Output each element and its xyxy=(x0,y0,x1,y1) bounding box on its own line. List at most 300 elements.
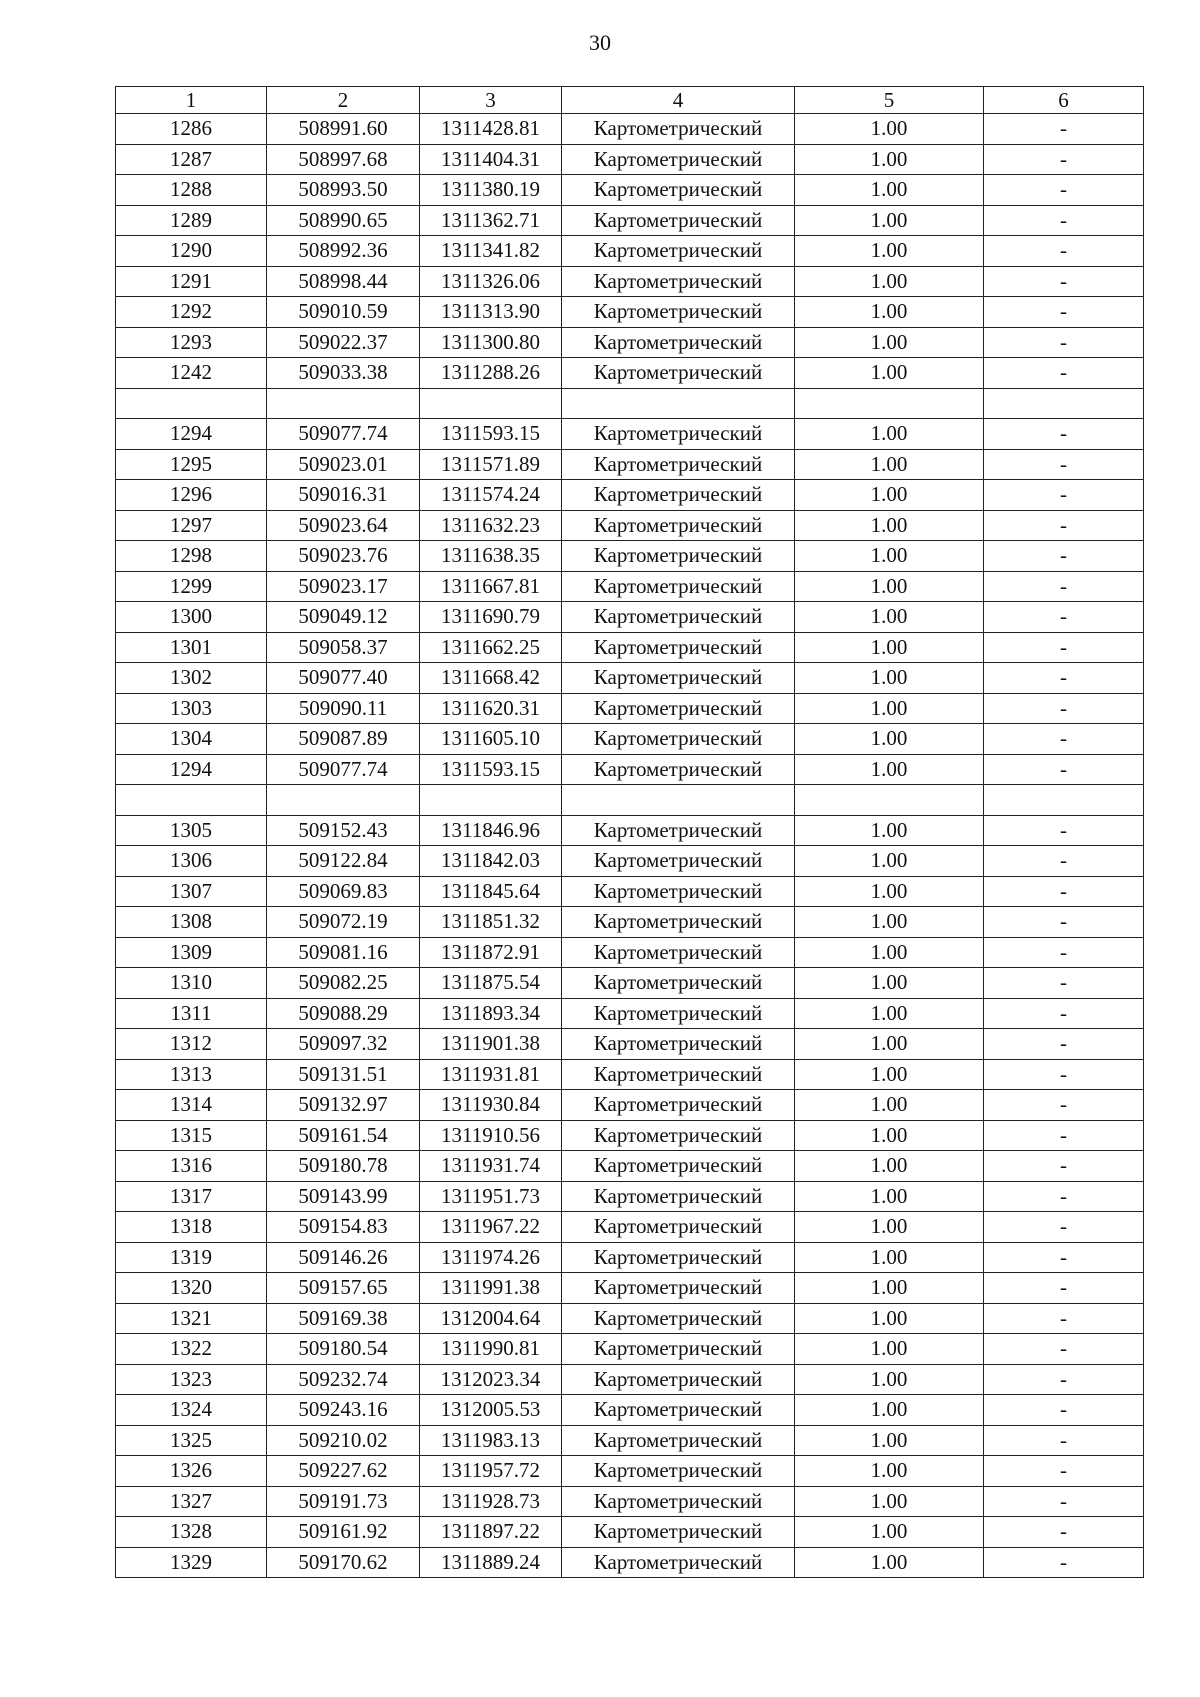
cell-accuracy: 1.00 xyxy=(795,541,984,572)
cell-y-coordinate: 1312005.53 xyxy=(420,1395,562,1426)
table-row xyxy=(116,388,1144,419)
cell-y-coordinate: 1311620.31 xyxy=(420,693,562,724)
cell-x-coordinate: 509023.76 xyxy=(267,541,420,572)
cell-y-coordinate: 1311326.06 xyxy=(420,266,562,297)
cell-x-coordinate: 509232.74 xyxy=(267,1364,420,1395)
cell-description xyxy=(984,785,1144,816)
cell-x-coordinate: 509082.25 xyxy=(267,968,420,999)
cell-accuracy: 1.00 xyxy=(795,754,984,785)
cell-y-coordinate: 1311842.03 xyxy=(420,846,562,877)
cell-description: - xyxy=(984,1425,1144,1456)
cell-x-coordinate: 508992.36 xyxy=(267,236,420,267)
cell-accuracy: 1.00 xyxy=(795,602,984,633)
cell-accuracy xyxy=(795,388,984,419)
cell-accuracy: 1.00 xyxy=(795,815,984,846)
cell-y-coordinate: 1311931.74 xyxy=(420,1151,562,1182)
cell-point-number: 1320 xyxy=(116,1273,267,1304)
cell-description: - xyxy=(984,1212,1144,1243)
cell-point-number: 1298 xyxy=(116,541,267,572)
table-row xyxy=(116,1425,1144,1456)
cell-y-coordinate: 1312004.64 xyxy=(420,1303,562,1334)
table-row xyxy=(116,754,1144,785)
cell-accuracy: 1.00 xyxy=(795,510,984,541)
cell-y-coordinate: 1311991.38 xyxy=(420,1273,562,1304)
cell-point-number: 1325 xyxy=(116,1425,267,1456)
cell-x-coordinate: 509210.02 xyxy=(267,1425,420,1456)
cell-x-coordinate: 508990.65 xyxy=(267,205,420,236)
cell-point-number: 1242 xyxy=(116,358,267,389)
table-row xyxy=(116,297,1144,328)
cell-point-number: 1290 xyxy=(116,236,267,267)
cell-method: Картометрический xyxy=(562,1212,795,1243)
cell-method: Картометрический xyxy=(562,754,795,785)
cell-x-coordinate: 509069.83 xyxy=(267,876,420,907)
cell-y-coordinate: 1311632.23 xyxy=(420,510,562,541)
cell-y-coordinate: 1311901.38 xyxy=(420,1029,562,1060)
cell-method: Картометрический xyxy=(562,1547,795,1578)
cell-accuracy: 1.00 xyxy=(795,876,984,907)
cell-y-coordinate: 1311362.71 xyxy=(420,205,562,236)
table-row xyxy=(116,1364,1144,1395)
cell-method xyxy=(562,388,795,419)
coordinates-table xyxy=(115,86,1144,1578)
cell-method: Картометрический xyxy=(562,510,795,541)
cell-method: Картометрический xyxy=(562,1517,795,1548)
cell-x-coordinate: 509169.38 xyxy=(267,1303,420,1334)
cell-point-number: 1315 xyxy=(116,1120,267,1151)
cell-x-coordinate: 509077.74 xyxy=(267,754,420,785)
cell-x-coordinate: 509131.51 xyxy=(267,1059,420,1090)
cell-description: - xyxy=(984,1334,1144,1365)
cell-y-coordinate: 1312023.34 xyxy=(420,1364,562,1395)
table-row xyxy=(116,1456,1144,1487)
cell-x-coordinate: 509152.43 xyxy=(267,815,420,846)
table-row xyxy=(116,663,1144,694)
cell-description: - xyxy=(984,1456,1144,1487)
cell-description: - xyxy=(984,876,1144,907)
cell-x-coordinate: 509132.97 xyxy=(267,1090,420,1121)
cell-point-number: 1287 xyxy=(116,144,267,175)
cell-method: Картометрический xyxy=(562,663,795,694)
cell-description: - xyxy=(984,1059,1144,1090)
cell-method: Картометрический xyxy=(562,1181,795,1212)
cell-point-number: 1324 xyxy=(116,1395,267,1426)
cell-x-coordinate: 509146.26 xyxy=(267,1242,420,1273)
cell-method: Картометрический xyxy=(562,1151,795,1182)
table-row xyxy=(116,114,1144,145)
cell-method: Картометрический xyxy=(562,1303,795,1334)
cell-accuracy: 1.00 xyxy=(795,1242,984,1273)
cell-accuracy: 1.00 xyxy=(795,236,984,267)
cell-description: - xyxy=(984,1486,1144,1517)
cell-point-number: 1311 xyxy=(116,998,267,1029)
cell-x-coordinate: 509072.19 xyxy=(267,907,420,938)
cell-method: Картометрический xyxy=(562,358,795,389)
table-row xyxy=(116,358,1144,389)
cell-point-number xyxy=(116,785,267,816)
cell-method: Картометрический xyxy=(562,632,795,663)
cell-description: - xyxy=(984,754,1144,785)
cell-accuracy: 1.00 xyxy=(795,419,984,450)
cell-accuracy: 1.00 xyxy=(795,1334,984,1365)
cell-method: Картометрический xyxy=(562,1029,795,1060)
cell-accuracy: 1.00 xyxy=(795,144,984,175)
table-row xyxy=(116,510,1144,541)
table-row xyxy=(116,1120,1144,1151)
table-row xyxy=(116,1029,1144,1060)
table-row xyxy=(116,815,1144,846)
cell-y-coordinate: 1311593.15 xyxy=(420,754,562,785)
cell-x-coordinate: 509023.01 xyxy=(267,449,420,480)
cell-point-number: 1312 xyxy=(116,1029,267,1060)
cell-accuracy: 1.00 xyxy=(795,632,984,663)
cell-y-coordinate: 1311983.13 xyxy=(420,1425,562,1456)
cell-method: Картометрический xyxy=(562,266,795,297)
cell-point-number: 1299 xyxy=(116,571,267,602)
cell-point-number: 1293 xyxy=(116,327,267,358)
cell-description: - xyxy=(984,144,1144,175)
cell-method: Картометрический xyxy=(562,236,795,267)
cell-accuracy: 1.00 xyxy=(795,1303,984,1334)
cell-x-coordinate: 509049.12 xyxy=(267,602,420,633)
cell-point-number: 1300 xyxy=(116,602,267,633)
cell-description: - xyxy=(984,419,1144,450)
cell-point-number: 1322 xyxy=(116,1334,267,1365)
cell-accuracy: 1.00 xyxy=(795,1395,984,1426)
cell-accuracy: 1.00 xyxy=(795,1517,984,1548)
cell-point-number: 1307 xyxy=(116,876,267,907)
cell-x-coordinate: 509010.59 xyxy=(267,297,420,328)
cell-accuracy: 1.00 xyxy=(795,1151,984,1182)
cell-y-coordinate: 1311931.81 xyxy=(420,1059,562,1090)
cell-x-coordinate: 509016.31 xyxy=(267,480,420,511)
cell-accuracy: 1.00 xyxy=(795,175,984,206)
cell-accuracy xyxy=(795,785,984,816)
cell-method: Картометрический xyxy=(562,602,795,633)
cell-description: - xyxy=(984,1120,1144,1151)
cell-point-number: 1291 xyxy=(116,266,267,297)
cell-description: - xyxy=(984,602,1144,633)
cell-accuracy: 1.00 xyxy=(795,937,984,968)
cell-y-coordinate: 1311638.35 xyxy=(420,541,562,572)
table-row xyxy=(116,541,1144,572)
table-row xyxy=(116,998,1144,1029)
cell-point-number: 1316 xyxy=(116,1151,267,1182)
table-row xyxy=(116,1273,1144,1304)
cell-x-coordinate xyxy=(267,785,420,816)
cell-accuracy: 1.00 xyxy=(795,1059,984,1090)
table-row xyxy=(116,1395,1144,1426)
cell-description: - xyxy=(984,693,1144,724)
table-row xyxy=(116,632,1144,663)
table-row xyxy=(116,266,1144,297)
cell-method: Картометрический xyxy=(562,1425,795,1456)
cell-method: Картометрический xyxy=(562,846,795,877)
cell-description: - xyxy=(984,449,1144,480)
cell-description: - xyxy=(984,175,1144,206)
cell-y-coordinate: 1311846.96 xyxy=(420,815,562,846)
cell-accuracy: 1.00 xyxy=(795,998,984,1029)
table-row xyxy=(116,907,1144,938)
cell-y-coordinate: 1311875.54 xyxy=(420,968,562,999)
cell-method: Картометрический xyxy=(562,1486,795,1517)
table-body xyxy=(116,114,1144,1578)
cell-description xyxy=(984,388,1144,419)
cell-point-number: 1313 xyxy=(116,1059,267,1090)
cell-method: Картометрический xyxy=(562,724,795,755)
cell-point-number: 1305 xyxy=(116,815,267,846)
cell-method: Картометрический xyxy=(562,571,795,602)
cell-point-number: 1308 xyxy=(116,907,267,938)
cell-point-number: 1328 xyxy=(116,1517,267,1548)
cell-method: Картометрический xyxy=(562,1395,795,1426)
cell-description: - xyxy=(984,663,1144,694)
table-row xyxy=(116,205,1144,236)
cell-method: Картометрический xyxy=(562,968,795,999)
table-row xyxy=(116,876,1144,907)
cell-x-coordinate: 509143.99 xyxy=(267,1181,420,1212)
cell-description: - xyxy=(984,846,1144,877)
cell-description: - xyxy=(984,1029,1144,1060)
cell-method: Картометрический xyxy=(562,1456,795,1487)
cell-accuracy: 1.00 xyxy=(795,114,984,145)
cell-point-number: 1289 xyxy=(116,205,267,236)
cell-description: - xyxy=(984,480,1144,511)
cell-y-coordinate: 1311668.42 xyxy=(420,663,562,694)
cell-point-number: 1302 xyxy=(116,663,267,694)
cell-method: Картометрический xyxy=(562,693,795,724)
cell-y-coordinate xyxy=(420,388,562,419)
cell-method: Картометрический xyxy=(562,175,795,206)
cell-x-coordinate: 509077.40 xyxy=(267,663,420,694)
cell-description: - xyxy=(984,1273,1144,1304)
cell-point-number: 1318 xyxy=(116,1212,267,1243)
cell-description: - xyxy=(984,1303,1144,1334)
cell-accuracy: 1.00 xyxy=(795,297,984,328)
cell-y-coordinate xyxy=(420,785,562,816)
cell-x-coordinate: 509180.78 xyxy=(267,1151,420,1182)
cell-x-coordinate xyxy=(267,388,420,419)
header-cell-5: 5 xyxy=(795,87,984,114)
cell-method: Картометрический xyxy=(562,1364,795,1395)
cell-description: - xyxy=(984,327,1144,358)
header-cell-6: 6 xyxy=(984,87,1144,114)
cell-accuracy: 1.00 xyxy=(795,1547,984,1578)
cell-description: - xyxy=(984,1395,1144,1426)
cell-x-coordinate: 508998.44 xyxy=(267,266,420,297)
cell-description: - xyxy=(984,1181,1144,1212)
table-header xyxy=(116,87,1144,114)
table-row xyxy=(116,236,1144,267)
cell-description: - xyxy=(984,937,1144,968)
page-number: 30 xyxy=(589,30,611,55)
cell-description: - xyxy=(984,114,1144,145)
cell-method: Картометрический xyxy=(562,297,795,328)
cell-method: Картометрический xyxy=(562,419,795,450)
table-row xyxy=(116,1090,1144,1121)
cell-accuracy: 1.00 xyxy=(795,480,984,511)
cell-method: Картометрический xyxy=(562,815,795,846)
cell-point-number: 1303 xyxy=(116,693,267,724)
cell-point-number: 1297 xyxy=(116,510,267,541)
table-row xyxy=(116,1517,1144,1548)
cell-description: - xyxy=(984,571,1144,602)
table-row xyxy=(116,571,1144,602)
cell-description: - xyxy=(984,1517,1144,1548)
cell-x-coordinate: 509087.89 xyxy=(267,724,420,755)
cell-x-coordinate: 509227.62 xyxy=(267,1456,420,1487)
cell-y-coordinate: 1311574.24 xyxy=(420,480,562,511)
cell-point-number: 1286 xyxy=(116,114,267,145)
cell-method: Картометрический xyxy=(562,1059,795,1090)
cell-y-coordinate: 1311930.84 xyxy=(420,1090,562,1121)
cell-y-coordinate: 1311910.56 xyxy=(420,1120,562,1151)
cell-accuracy: 1.00 xyxy=(795,1456,984,1487)
cell-y-coordinate: 1311897.22 xyxy=(420,1517,562,1548)
cell-description: - xyxy=(984,297,1144,328)
cell-x-coordinate: 509088.29 xyxy=(267,998,420,1029)
cell-x-coordinate: 509022.37 xyxy=(267,327,420,358)
cell-accuracy: 1.00 xyxy=(795,358,984,389)
cell-y-coordinate: 1311872.91 xyxy=(420,937,562,968)
cell-accuracy: 1.00 xyxy=(795,1029,984,1060)
cell-point-number: 1326 xyxy=(116,1456,267,1487)
cell-point-number: 1310 xyxy=(116,968,267,999)
cell-method: Картометрический xyxy=(562,1273,795,1304)
cell-y-coordinate: 1311845.64 xyxy=(420,876,562,907)
cell-y-coordinate: 1311605.10 xyxy=(420,724,562,755)
cell-y-coordinate: 1311380.19 xyxy=(420,175,562,206)
cell-accuracy: 1.00 xyxy=(795,968,984,999)
cell-x-coordinate: 509033.38 xyxy=(267,358,420,389)
cell-y-coordinate: 1311571.89 xyxy=(420,449,562,480)
table-row xyxy=(116,1151,1144,1182)
cell-x-coordinate: 509077.74 xyxy=(267,419,420,450)
cell-y-coordinate: 1311690.79 xyxy=(420,602,562,633)
cell-accuracy: 1.00 xyxy=(795,327,984,358)
cell-x-coordinate: 509170.62 xyxy=(267,1547,420,1578)
cell-point-number: 1323 xyxy=(116,1364,267,1395)
table-row xyxy=(116,1486,1144,1517)
cell-y-coordinate: 1311851.32 xyxy=(420,907,562,938)
cell-method: Картометрический xyxy=(562,327,795,358)
cell-accuracy: 1.00 xyxy=(795,205,984,236)
cell-method: Картометрический xyxy=(562,1242,795,1273)
cell-point-number: 1301 xyxy=(116,632,267,663)
cell-point-number: 1304 xyxy=(116,724,267,755)
cell-y-coordinate: 1311667.81 xyxy=(420,571,562,602)
cell-method: Картометрический xyxy=(562,1090,795,1121)
cell-y-coordinate: 1311974.26 xyxy=(420,1242,562,1273)
cell-method: Картометрический xyxy=(562,998,795,1029)
cell-x-coordinate: 509023.17 xyxy=(267,571,420,602)
table-row xyxy=(116,1181,1144,1212)
table-row xyxy=(116,419,1144,450)
cell-x-coordinate: 509180.54 xyxy=(267,1334,420,1365)
table-row xyxy=(116,602,1144,633)
cell-description: - xyxy=(984,358,1144,389)
cell-description: - xyxy=(984,1090,1144,1121)
cell-accuracy: 1.00 xyxy=(795,1212,984,1243)
table-row xyxy=(116,144,1144,175)
cell-x-coordinate: 509122.84 xyxy=(267,846,420,877)
table-row xyxy=(116,327,1144,358)
table-row xyxy=(116,1212,1144,1243)
cell-description: - xyxy=(984,907,1144,938)
header-cell-2: 2 xyxy=(267,87,420,114)
cell-description: - xyxy=(984,815,1144,846)
cell-method: Картометрический xyxy=(562,937,795,968)
header-cell-4: 4 xyxy=(562,87,795,114)
cell-y-coordinate: 1311893.34 xyxy=(420,998,562,1029)
table-row xyxy=(116,480,1144,511)
cell-accuracy: 1.00 xyxy=(795,907,984,938)
cell-accuracy: 1.00 xyxy=(795,1273,984,1304)
cell-accuracy: 1.00 xyxy=(795,449,984,480)
cell-method: Картометрический xyxy=(562,1120,795,1151)
cell-x-coordinate: 509090.11 xyxy=(267,693,420,724)
cell-y-coordinate: 1311889.24 xyxy=(420,1547,562,1578)
table-row xyxy=(116,846,1144,877)
cell-y-coordinate: 1311967.22 xyxy=(420,1212,562,1243)
cell-x-coordinate: 509191.73 xyxy=(267,1486,420,1517)
table-row xyxy=(116,785,1144,816)
cell-description: - xyxy=(984,236,1144,267)
cell-x-coordinate: 509097.32 xyxy=(267,1029,420,1060)
cell-method: Картометрический xyxy=(562,907,795,938)
cell-point-number: 1306 xyxy=(116,846,267,877)
cell-accuracy: 1.00 xyxy=(795,1364,984,1395)
cell-point-number: 1288 xyxy=(116,175,267,206)
cell-description: - xyxy=(984,1547,1144,1578)
cell-method: Картометрический xyxy=(562,114,795,145)
table-row xyxy=(116,724,1144,755)
cell-accuracy: 1.00 xyxy=(795,663,984,694)
cell-y-coordinate: 1311957.72 xyxy=(420,1456,562,1487)
cell-y-coordinate: 1311951.73 xyxy=(420,1181,562,1212)
cell-x-coordinate: 508993.50 xyxy=(267,175,420,206)
cell-accuracy: 1.00 xyxy=(795,1425,984,1456)
cell-method: Картометрический xyxy=(562,144,795,175)
cell-x-coordinate: 509243.16 xyxy=(267,1395,420,1426)
cell-method: Картометрический xyxy=(562,449,795,480)
cell-y-coordinate: 1311428.81 xyxy=(420,114,562,145)
cell-x-coordinate: 509154.83 xyxy=(267,1212,420,1243)
cell-point-number: 1319 xyxy=(116,1242,267,1273)
cell-description: - xyxy=(984,510,1144,541)
cell-y-coordinate: 1311662.25 xyxy=(420,632,562,663)
cell-accuracy: 1.00 xyxy=(795,693,984,724)
cell-x-coordinate: 509161.54 xyxy=(267,1120,420,1151)
cell-description: - xyxy=(984,1364,1144,1395)
cell-y-coordinate: 1311404.31 xyxy=(420,144,562,175)
cell-x-coordinate: 509161.92 xyxy=(267,1517,420,1548)
cell-x-coordinate: 508997.68 xyxy=(267,144,420,175)
cell-point-number: 1329 xyxy=(116,1547,267,1578)
table-row xyxy=(116,1242,1144,1273)
cell-point-number: 1321 xyxy=(116,1303,267,1334)
cell-description: - xyxy=(984,1242,1144,1273)
cell-x-coordinate: 509023.64 xyxy=(267,510,420,541)
cell-point-number: 1317 xyxy=(116,1181,267,1212)
table-row xyxy=(116,1303,1144,1334)
cell-accuracy: 1.00 xyxy=(795,1486,984,1517)
cell-y-coordinate: 1311341.82 xyxy=(420,236,562,267)
cell-x-coordinate: 509058.37 xyxy=(267,632,420,663)
cell-point-number: 1294 xyxy=(116,419,267,450)
header-row xyxy=(116,87,1144,114)
cell-point-number: 1309 xyxy=(116,937,267,968)
